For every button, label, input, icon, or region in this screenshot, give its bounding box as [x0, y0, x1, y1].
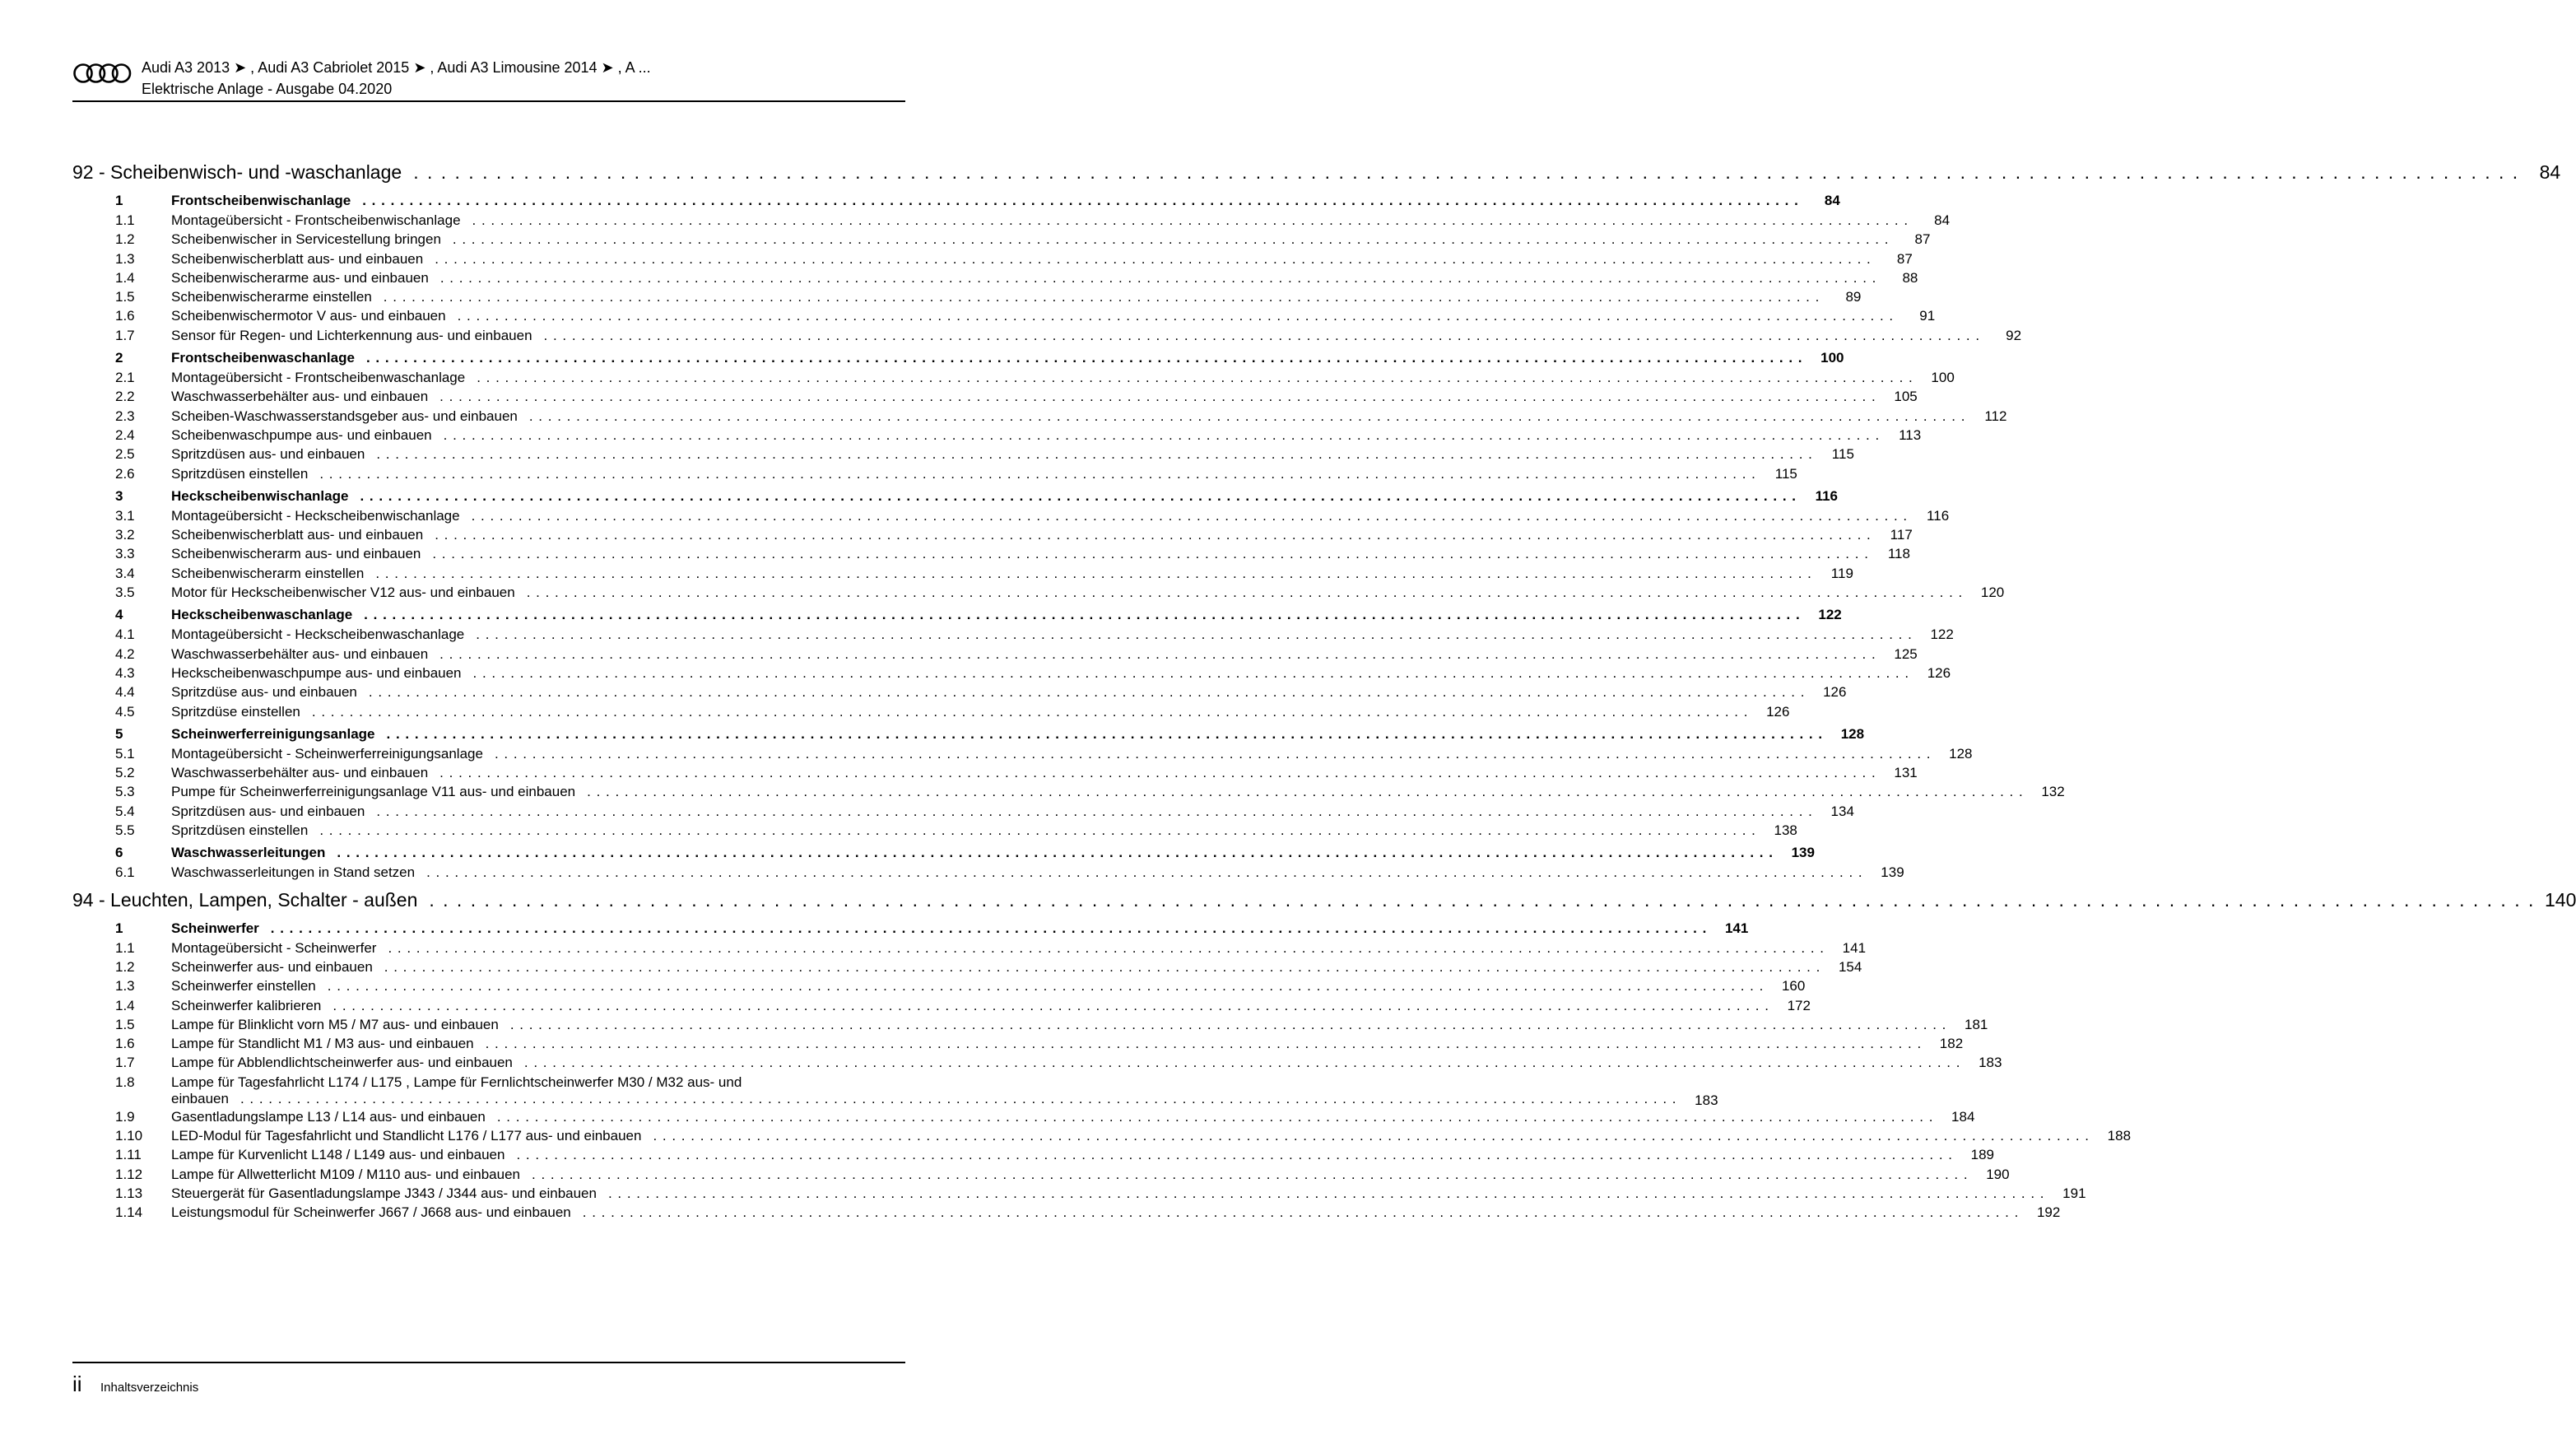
toc-entry-number: 1.11	[115, 1147, 142, 1163]
toc-page-number: 138	[1774, 822, 1797, 839]
toc-subsection-row[interactable]	[72, 1016, 1988, 1036]
toc-leader-dots	[583, 1204, 2020, 1221]
toc-entry-number: 1.8	[115, 1074, 135, 1090]
toc-entry-title: Montageübersicht - Frontscheibenwaschanlage	[171, 370, 466, 386]
toc-leader-dots	[337, 845, 1774, 861]
toc-entry-number: 4.4	[115, 684, 135, 701]
toc-leader-dots	[312, 704, 1749, 720]
toc-entry-number: 5.1	[115, 745, 135, 762]
toc-entry-title: Steuergerät für Gasentladungslampe J343 / J344 aus- und einbauen	[171, 1185, 597, 1201]
toc-page-number: 182	[1939, 1036, 1964, 1052]
toc-subsection-row[interactable]	[72, 1108, 1975, 1128]
toc-entry-title: Scheibenwischerarm aus- und einbauen	[171, 546, 421, 562]
toc-entry-number: 1.4	[115, 269, 135, 286]
toc-page-number: 87	[1914, 231, 1931, 248]
toc-entry-number: 4.1	[115, 627, 135, 643]
toc-leader-dots	[328, 978, 1765, 994]
toc-entry-number: 2.1	[115, 370, 135, 386]
toc-entry-number: 3	[115, 487, 123, 504]
toc-entry-title: Spritzdüsen einstellen	[171, 465, 309, 482]
toc-page-number: 140	[2545, 888, 2576, 911]
toc-page-number: 125	[1894, 645, 1918, 662]
toc-entry-number: 1.13	[115, 1185, 143, 1201]
toc-leader-dots	[384, 289, 1820, 305]
toc-leader-dots	[510, 1017, 1947, 1033]
toc-leader-dots	[435, 527, 1872, 543]
toc-leader-dots	[453, 231, 1890, 248]
toc-page-number: 84	[1934, 212, 1951, 228]
toc-subsection-row[interactable]	[72, 684, 1847, 703]
toc-subsection-row[interactable]	[72, 585, 2005, 603]
toc-section-row[interactable]	[72, 725, 1865, 746]
toc-leader-dots	[608, 1185, 2045, 1202]
toc-page-number: 84	[2539, 161, 2561, 183]
toc-entry-number: 5	[115, 725, 123, 742]
toc-entry-number: 1.12	[115, 1166, 143, 1182]
toc-entry-title: Scheinwerfer kalibrieren	[171, 997, 322, 1013]
toc-entry-title: Pumpe für Scheinwerferreinigungsanlage V11 aus- und einbauen	[171, 784, 576, 800]
toc-entry-title: Scheibenwischermotor V aus- und einbauen	[171, 308, 446, 324]
toc-leader-dots	[375, 566, 1812, 582]
toc-page-number: 189	[1970, 1147, 1995, 1163]
toc-subsection-row[interactable]	[72, 1036, 1964, 1055]
toc-subsection-row[interactable]	[72, 645, 1918, 665]
toc-page-number: 120	[1980, 585, 2005, 601]
toc-subsection-row[interactable]	[72, 1055, 2002, 1074]
toc-entry-number: 2	[115, 350, 123, 366]
toc-entry-title: Scheibenwischer in Servicestellung bringen	[171, 231, 441, 248]
toc-leader-dots	[477, 370, 1913, 386]
toc-entry-number: 3.2	[115, 527, 135, 543]
toc-entry-title: Scheibenwaschpumpe aus- und einbauen	[171, 426, 432, 443]
toc-page-number: 89	[1845, 289, 1862, 305]
toc-leader-dots	[440, 270, 1877, 286]
toc-leader-dots	[472, 212, 1909, 229]
toc-page-number: 134	[1830, 803, 1854, 819]
toc-entry-title: Waschwasserbehälter aus- und einbauen	[171, 645, 429, 662]
toc-entry-title: LED-Modul für Tagesfahrlicht und Standlicht L176 / L177 aus- und einbauen	[171, 1127, 642, 1144]
toc-entry-title: Gasentladungslampe L13 / L14 aus- und einbauen	[171, 1108, 486, 1125]
toc-entry-number: 3.4	[115, 565, 135, 581]
toc-entry-title: Lampe für Standlicht M1 / M3 aus- und einbauen	[171, 1036, 474, 1052]
toc-entry-title: Lampe für Kurvenlicht L148 / L149 aus- und einbauen	[171, 1147, 505, 1163]
toc-page-number: 192	[2036, 1204, 2061, 1221]
toc-leader-dots	[495, 746, 1932, 762]
toc-entry-title: Waschwasserleitungen	[171, 845, 326, 861]
toc-leader-dots	[486, 1036, 1923, 1052]
toc-subsection-row[interactable]	[72, 408, 2007, 427]
toc-entry-title: Heckscheibenwaschanlage	[171, 607, 353, 623]
toc-leader-dots	[529, 408, 1966, 425]
toc-subsection-row[interactable]	[72, 446, 1854, 465]
toc-subsection-row[interactable]	[72, 784, 2065, 803]
toc-subsection-row[interactable]	[72, 997, 1811, 1017]
toc-section-row[interactable]	[72, 607, 1842, 627]
toc-leader-dots	[362, 193, 1799, 209]
toc-entry-title: Leistungsmodul für Scheinwerfer J667 / J668 aus- und einbauen	[171, 1204, 571, 1221]
toc-section-row[interactable]	[72, 845, 1815, 864]
toc-page-number: 172	[1787, 997, 1811, 1013]
toc-page-number: 115	[1831, 446, 1854, 463]
toc-subsection-row[interactable]	[72, 627, 1954, 645]
toc-page-number: 188	[2107, 1127, 2132, 1144]
toc-entry-number: 3.1	[115, 507, 135, 524]
toc-entry-title: Scheinwerfer	[171, 920, 259, 936]
toc-section-row[interactable]	[72, 487, 1838, 508]
toc-entry-title: Motor für Heckscheibenwischer V12 aus- und einbauen	[171, 585, 515, 601]
toc-entry-title: Scheibenwischerblatt aus- und einbauen	[171, 250, 424, 267]
toc-page-number: 100	[1931, 370, 1955, 386]
toc-page-number: 84	[1824, 193, 1840, 208]
toc-section-row[interactable]	[72, 193, 1840, 212]
toc-subsection-row[interactable]	[72, 212, 1951, 231]
toc-entry-title: Lampe für Blinklicht vorn M5 / M7 aus- und einbauen	[171, 1016, 499, 1032]
toc-entry-number: 4.5	[115, 703, 135, 720]
toc-leader-dots	[376, 804, 1813, 820]
toc-entry-title: Frontscheibenwaschanlage	[171, 350, 355, 366]
toc-page-number: 139	[1881, 864, 1904, 881]
toc-page-number: 139	[1791, 845, 1815, 861]
toc-entry-number: 6	[115, 845, 123, 861]
page-number: ii	[72, 1372, 82, 1396]
toc-subsection-row[interactable]	[72, 1074, 1718, 1109]
toc-subsection-row[interactable]	[72, 426, 1922, 446]
toc-entry-number: 4.3	[115, 664, 135, 681]
toc-leader-dots	[473, 665, 1910, 682]
toc-leader-dots	[516, 1147, 1953, 1163]
toc-leader-dots	[369, 684, 1806, 701]
toc-page-number: 117	[1890, 527, 1913, 543]
toc-entry-title: Heckscheibenwischanlage	[171, 487, 349, 504]
toc-page-number: 116	[1815, 487, 1838, 504]
toc-leader-dots	[458, 308, 1895, 324]
toc-entry-number: 1.3	[115, 978, 135, 994]
toc-page-number: 105	[1894, 389, 1918, 405]
toc-page-number: 119	[1830, 565, 1853, 581]
toc-subsection-row[interactable]	[72, 327, 2022, 347]
toc-entry-number: 1.6	[115, 308, 135, 324]
toc-entry-title: Montageübersicht - Heckscheibenwischanlage	[171, 507, 460, 524]
toc-page-number: 116	[1927, 507, 1950, 524]
toc-leader-dots	[426, 864, 1863, 881]
toc-entry-number: 6.1	[115, 864, 135, 881]
toc-page-number: 126	[1766, 703, 1790, 720]
toc-entry-number: 1.3	[115, 250, 135, 267]
toc-subsection-row[interactable]	[72, 289, 1862, 308]
toc-entry-number: 1.1	[115, 939, 135, 956]
toc-entry-title: Spritzdüsen aus- und einbauen	[171, 446, 365, 463]
toc-page-number: 128	[1840, 725, 1865, 742]
toc-entry-number: 2.6	[115, 465, 135, 482]
toc-leader-dots	[332, 998, 1769, 1014]
table-of-contents	[72, 156, 2576, 1223]
toc-entry-number: 2.4	[115, 426, 135, 443]
toc-entry-number: 1.2	[115, 231, 135, 248]
toc-entry-number: 1.5	[115, 1016, 135, 1032]
toc-section-row[interactable]	[72, 920, 1749, 940]
toc-page-number: 128	[1949, 745, 1973, 762]
toc-page-number: 184	[1951, 1108, 1975, 1125]
toc-leader-dots	[544, 328, 1981, 344]
toc-page-number: 88	[1902, 269, 1918, 286]
toc-subsection-row[interactable]	[72, 864, 1904, 883]
toc-page-number: 113	[1899, 426, 1922, 443]
footer-label: Inhaltsverzeichnis	[100, 1381, 199, 1395]
toc-subsection-row[interactable]	[72, 370, 1955, 389]
toc-leader-dots	[472, 508, 1909, 524]
toc-entry-title: Waschwasserbehälter aus- und einbauen	[171, 765, 429, 781]
toc-subsection-row[interactable]	[72, 507, 1950, 527]
toc-entry-title: Spritzdüsen einstellen	[171, 822, 309, 839]
toc-leader-dots	[319, 822, 1756, 839]
toc-subsection-row[interactable]	[72, 465, 1797, 485]
toc-entry-number: 5.3	[115, 784, 135, 800]
toc-entry-title-line2: einbauen	[171, 1090, 229, 1106]
toc-page-number: 115	[1774, 465, 1797, 482]
toc-leader-dots	[476, 627, 1913, 643]
toc-subsection-row[interactable]	[72, 546, 1910, 565]
toc-entry-title: Spritzdüse einstellen	[171, 703, 300, 720]
toc-page-number: 100	[1820, 350, 1844, 366]
toc-chapter-row[interactable]	[72, 888, 2576, 914]
toc-leader-dots	[524, 1055, 1961, 1071]
toc-leader-dots	[388, 940, 1825, 957]
toc-leader-dots	[319, 466, 1756, 482]
toc-entry-title: Scheibenwischerarme einstellen	[171, 289, 372, 305]
toc-leader-dots	[432, 546, 1869, 562]
toc-entry-number: 2.5	[115, 446, 135, 463]
toc-page-number: 191	[2062, 1185, 2086, 1201]
toc-subsection-row[interactable]	[72, 664, 1951, 684]
toc-entry-title: Heckscheibenwaschpumpe aus- und einbauen	[171, 664, 462, 681]
toc-leader-dots	[413, 161, 2519, 184]
toc-leader-dots	[439, 646, 1876, 663]
audi-rings-logo	[72, 63, 132, 84]
toc-subsection-row[interactable]	[72, 1204, 2061, 1223]
toc-entry-number: 1.4	[115, 997, 135, 1013]
toc-entry-title: Spritzdüsen aus- und einbauen	[171, 803, 365, 819]
toc-subsection-row[interactable]	[72, 939, 1867, 959]
toc-subsection-row[interactable]	[72, 822, 1797, 841]
toc-entry-number: 5.2	[115, 765, 135, 781]
toc-subsection-row[interactable]	[72, 703, 1790, 723]
toc-subsection-row[interactable]	[72, 565, 1853, 585]
toc-subsection-row[interactable]	[72, 978, 1806, 997]
toc-leader-dots	[439, 389, 1876, 405]
toc-page-number: 126	[1823, 684, 1847, 701]
toc-page-number: 118	[1887, 546, 1910, 562]
toc-entry-number: 1.7	[115, 327, 135, 343]
toc-entry-title: Scheibenwischerblatt aus- und einbauen	[171, 527, 424, 543]
toc-section-row[interactable]	[72, 350, 1844, 370]
toc-leader-dots	[587, 784, 2024, 800]
footer-divider	[72, 1362, 905, 1363]
toc-page-number: 183	[1695, 1092, 1718, 1108]
toc-entry-number: 2.2	[115, 389, 135, 405]
header-vehicle-models: Audi A3 2013 ➤ , Audi A3 Cabriolet 2015 ➤ , Audi A3 Limousine 2014 ➤ , A ...	[142, 59, 651, 76]
toc-page-number: 141	[1842, 939, 1867, 956]
toc-page-number: 91	[1919, 308, 1936, 324]
toc-page-number: 141	[1724, 920, 1749, 936]
toc-page-number: 183	[1978, 1055, 2002, 1071]
toc-page-number: 181	[1965, 1016, 1988, 1032]
toc-entry-title-block	[171, 1074, 1682, 1107]
toc-leader-dots	[439, 765, 1876, 781]
toc-subsection-row[interactable]	[72, 1185, 2086, 1204]
toc-entry-number: 1.1	[115, 212, 135, 228]
toc-entry-number: 1	[115, 920, 123, 936]
toc-leader-dots	[271, 920, 1708, 937]
toc-entry-number: 5.5	[115, 822, 135, 839]
toc-entry-number: 1.7	[115, 1055, 135, 1071]
toc-leader-dots	[444, 427, 1881, 444]
toc-page-number: 112	[1984, 408, 2007, 424]
toc-page-number: 154	[1838, 958, 1862, 975]
toc-page-number: 87	[1896, 250, 1913, 267]
toc-entry-number: 5.4	[115, 803, 135, 819]
header-edition: Elektrische Anlage - Ausgabe 04.2020	[142, 81, 393, 97]
toc-page-number: 122	[1818, 607, 1842, 623]
toc-subsection-row[interactable]	[72, 1147, 1995, 1166]
toc-chapter-row[interactable]	[72, 161, 2561, 186]
toc-subsection-row[interactable]	[72, 231, 1931, 250]
toc-entry-title: Sensor für Regen- und Lichterkennung aus- und einbauen	[171, 327, 532, 343]
toc-entry-title: Lampe für Allwetterlicht M109 / M110 aus- und einbauen	[171, 1166, 520, 1182]
toc-leader-dots	[435, 251, 1872, 268]
toc-entry-title: Scheibenwischerarm einstellen	[171, 565, 365, 581]
toc-leader-dots	[240, 1091, 1677, 1107]
toc-entry-number: 3.3	[115, 546, 135, 562]
toc-entry-number: 3.5	[115, 585, 135, 601]
toc-entry-title: Scheinwerferreinigungsanlage	[171, 725, 375, 742]
toc-entry-title: Scheiben-Waschwasserstandsgeber aus- und einbauen	[171, 408, 518, 424]
toc-page-number: 160	[1781, 978, 1806, 994]
toc-subsection-row[interactable]	[72, 527, 1913, 546]
toc-subsection-row[interactable]	[72, 803, 1854, 822]
toc-entry-number: 1.10	[115, 1127, 143, 1144]
toc-leader-dots	[366, 350, 1803, 366]
toc-leader-dots	[387, 726, 1824, 743]
toc-entry-title: Waschwasserleitungen in Stand setzen	[171, 864, 416, 881]
toc-subsection-row[interactable]	[72, 1127, 2132, 1147]
header-divider	[72, 100, 905, 102]
toc-entry-title: Montageübersicht - Heckscheibenwaschanlage	[171, 627, 465, 643]
toc-entry-title-line1: Lampe für Tagesfahrlicht L174 / L175 , Lampe für Fernlichtscheinwerfer M30 / M32 aus- und	[171, 1074, 742, 1090]
toc-page-number: 132	[2041, 784, 2065, 800]
toc-leader-dots	[532, 1167, 1969, 1183]
toc-entry-title-line2-row	[171, 1091, 1682, 1107]
toc-leader-dots	[497, 1109, 1934, 1125]
toc-leader-dots	[429, 889, 2535, 911]
toc-entry-title: Scheibenwischerarme aus- und einbauen	[171, 269, 429, 286]
toc-entry-title: Frontscheibenwischanlage	[171, 193, 351, 208]
toc-entry-title: Montageübersicht - Scheinwerfer	[171, 939, 377, 956]
toc-entry-title: Montageübersicht - Frontscheibenwischanlage	[171, 212, 461, 228]
toc-entry-title: Spritzdüse aus- und einbauen	[171, 684, 357, 701]
toc-subsection-row[interactable]	[72, 1166, 2010, 1185]
toc-entry-number: 1.6	[115, 1036, 135, 1052]
toc-subsection-row[interactable]	[72, 958, 1862, 978]
toc-subsection-row[interactable]	[72, 269, 1918, 289]
toc-leader-dots	[653, 1128, 2090, 1144]
toc-entry-title: Montageübersicht - Scheinwerferreinigungsanlage	[171, 745, 483, 762]
toc-entry-title: Scheinwerfer einstellen	[171, 978, 316, 994]
toc-entry-number: 1	[115, 193, 123, 208]
toc-entry-number: 1.5	[115, 289, 135, 305]
toc-entry-title: Lampe für Abblendlichtscheinwerfer aus- und einbauen	[171, 1055, 513, 1071]
toc-page-number: 126	[1927, 664, 1951, 681]
toc-entry-number: 4	[115, 607, 123, 623]
toc-subsection-row[interactable]	[72, 250, 1913, 270]
toc-entry-title: Waschwasserbehälter aus- und einbauen	[171, 389, 429, 405]
toc-entry-number: 1.2	[115, 958, 135, 975]
toc-subsection-row[interactable]	[72, 765, 1918, 784]
toc-page-number: 131	[1894, 765, 1918, 781]
toc-subsection-row[interactable]	[72, 308, 1936, 327]
toc-page-number: 92	[2006, 327, 2022, 343]
toc-chapter-title: 94 - Leuchten, Lampen, Schalter - außen	[72, 888, 418, 911]
toc-entry-title: Scheinwerfer aus- und einbauen	[171, 958, 373, 975]
toc-page-number: 190	[1986, 1166, 2010, 1182]
toc-leader-dots	[376, 446, 1813, 463]
toc-entry-number: 1.14	[115, 1204, 143, 1221]
toc-leader-dots	[364, 607, 1801, 623]
toc-subsection-row[interactable]	[72, 389, 1918, 408]
toc-chapter-title: 92 - Scheibenwisch- und -waschanlage	[72, 161, 402, 183]
toc-leader-dots	[527, 585, 1964, 601]
toc-entry-number: 4.2	[115, 645, 135, 662]
toc-leader-dots	[384, 959, 1821, 976]
toc-entry-number: 2.3	[115, 408, 135, 424]
toc-leader-dots	[360, 488, 1797, 505]
toc-subsection-row[interactable]	[72, 745, 1973, 765]
toc-page-number: 122	[1930, 627, 1954, 643]
toc-entry-number: 1.9	[115, 1108, 135, 1125]
